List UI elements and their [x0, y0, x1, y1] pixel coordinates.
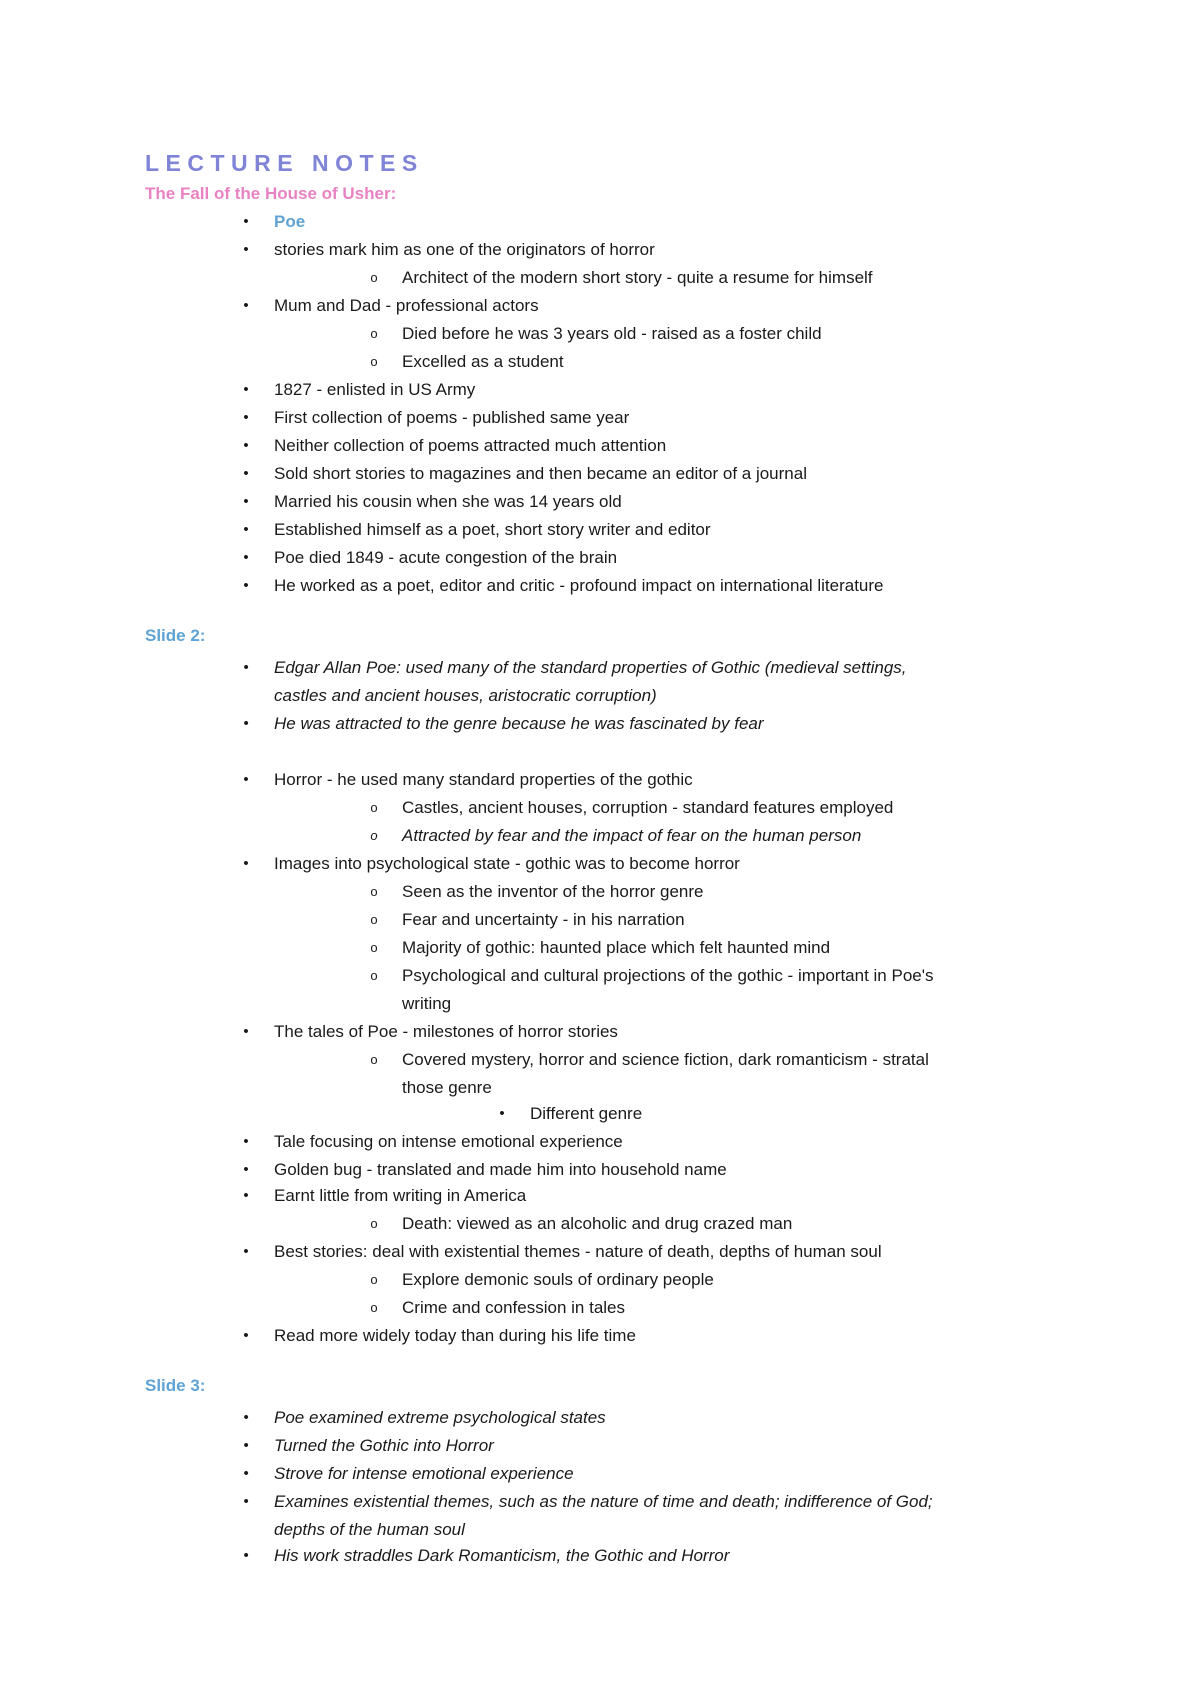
bullet-disc-icon: •	[243, 521, 249, 538]
bullet-disc-icon: •	[243, 1437, 249, 1454]
list-item: • Edgar Allan Poe: used many of the standard properties of Gothic (medieval settings,	[274, 654, 907, 681]
bullet-disc-icon: •	[243, 1493, 249, 1510]
bullet-disc-icon: •	[243, 241, 249, 258]
list-item: • Earnt little from writing in America	[274, 1182, 526, 1209]
bullet-circle-icon: o	[370, 354, 378, 369]
bullet-circle-icon: o	[370, 940, 378, 955]
bullet-disc-icon: •	[243, 771, 249, 788]
bullet-disc-icon: •	[243, 409, 249, 426]
list-item: • First collection of poems - published same year	[274, 404, 629, 431]
bullet-disc-icon: •	[243, 1161, 249, 1178]
bullet-disc-icon: •	[243, 855, 249, 872]
page-subtitle: The Fall of the House of Usher:	[145, 184, 397, 203]
bullet-disc-icon: •	[243, 1243, 249, 1260]
bullet-circle-icon: o	[370, 828, 378, 843]
page-title: LECTURE NOTES	[145, 150, 424, 176]
list-item: • Poe examined extreme psychological states	[274, 1404, 606, 1431]
list-item: o Majority of gothic: haunted place which felt haunted mind	[402, 934, 830, 961]
bullet-disc-icon: •	[243, 1187, 249, 1204]
list-item: • stories mark him as one of the originators of horror	[274, 236, 655, 263]
list-item: o Explore demonic souls of ordinary people	[402, 1266, 714, 1293]
bullet-disc-icon: •	[243, 659, 249, 676]
bullet-disc-icon: •	[243, 1465, 249, 1482]
bullet-circle-icon: o	[370, 912, 378, 927]
bullet-disc-icon: •	[243, 1327, 249, 1344]
bullet-disc-icon: •	[243, 437, 249, 454]
bullet-circle-icon: o	[370, 1272, 378, 1287]
list-item-continuation: depths of the human soul	[274, 1520, 465, 1539]
list-item: • Poe	[274, 208, 305, 235]
bullet-disc-icon: •	[243, 493, 249, 510]
bullet-disc-icon: •	[243, 549, 249, 566]
list-item: • He was attracted to the genre because he was fascinated by fear	[274, 710, 764, 737]
list-item-continuation: writing	[402, 994, 452, 1013]
bullet-circle-icon: o	[370, 270, 378, 285]
list-item: o Death: viewed as an alcoholic and drug crazed man	[402, 1210, 792, 1237]
bullet-disc-icon: •	[243, 465, 249, 482]
bullet-circle-icon: o	[370, 1052, 378, 1067]
list-item: o Covered mystery, horror and science fiction, dark romanticism - stratal	[402, 1046, 929, 1073]
bullet-circle-icon: o	[370, 1216, 378, 1231]
list-item: • Neither collection of poems attracted much attention	[274, 432, 666, 459]
list-item: o Seen as the inventor of the horror genre	[402, 878, 703, 905]
list-item: • Horror - he used many standard properties of the gothic	[274, 766, 693, 793]
list-item: • 1827 - enlisted in US Army	[274, 376, 475, 403]
list-item: • Turned the Gothic into Horror	[274, 1432, 494, 1459]
list-item: • Established himself as a poet, short story writer and editor	[274, 516, 711, 543]
bullet-circle-icon: o	[370, 326, 378, 341]
list-item: • His work straddles Dark Romanticism, the Gothic and Horror	[274, 1542, 729, 1569]
list-item: • The tales of Poe - milestones of horror stories	[274, 1018, 618, 1045]
list-item: • Read more widely today than during his life time	[274, 1322, 636, 1349]
list-item: • Golden bug - translated and made him into household name	[274, 1156, 727, 1183]
list-item: • Best stories: deal with existential themes - nature of death, depths of human soul	[274, 1238, 882, 1265]
bullet-disc-icon: •	[243, 715, 249, 732]
bullet-circle-icon: o	[370, 800, 378, 815]
list-item: • Examines existential themes, such as the nature of time and death; indifference of God;	[274, 1488, 933, 1515]
bullet-disc-icon: •	[243, 1023, 249, 1040]
bullet-circle-icon: o	[370, 968, 378, 983]
bullet-disc-icon: •	[243, 213, 249, 230]
list-item: o Attracted by fear and the impact of fear on the human person	[402, 822, 861, 849]
list-item: o Crime and confession in tales	[402, 1294, 625, 1321]
list-item: o Castles, ancient houses, corruption - standard features employed	[402, 794, 893, 821]
list-item: • Different genre	[530, 1100, 642, 1127]
list-item: • He worked as a poet, editor and critic - profound impact on international literature	[274, 572, 884, 599]
list-item: • Married his cousin when she was 14 years old	[274, 488, 622, 515]
list-item: • Mum and Dad - professional actors	[274, 292, 539, 319]
section-heading-slide-3: Slide 3:	[145, 1376, 206, 1395]
list-item: o Excelled as a student	[402, 348, 564, 375]
list-item-continuation: castles and ancient houses, aristocratic corruption)	[274, 686, 657, 705]
bullet-disc-icon: •	[243, 297, 249, 314]
section-heading-slide-2: Slide 2:	[145, 626, 206, 645]
bullet-disc-icon: •	[243, 1133, 249, 1150]
list-item: o Architect of the modern short story - quite a resume for himself	[402, 264, 873, 291]
list-item: • Tale focusing on intense emotional experience	[274, 1128, 623, 1155]
bullet-disc-icon: •	[243, 381, 249, 398]
list-item: o Psychological and cultural projections of the gothic - important in Poe's	[402, 962, 933, 989]
list-item: o Died before he was 3 years old - raised as a foster child	[402, 320, 822, 347]
bullet-disc-icon: •	[243, 1409, 249, 1426]
list-item: • Images into psychological state - gothic was to become horror	[274, 850, 740, 877]
list-item: • Poe died 1849 - acute congestion of the brain	[274, 544, 617, 571]
list-item: • Sold short stories to magazines and then became an editor of a journal	[274, 460, 807, 487]
bullet-disc-icon: •	[243, 1547, 249, 1564]
list-item: • Strove for intense emotional experience	[274, 1460, 574, 1487]
list-item-continuation: those genre	[402, 1078, 492, 1097]
bullet-disc-icon: •	[243, 577, 249, 594]
bullet-circle-icon: o	[370, 1300, 378, 1315]
list-item: o Fear and uncertainty - in his narration	[402, 906, 685, 933]
bullet-circle-icon: o	[370, 884, 378, 899]
bullet-disc-icon: •	[499, 1105, 505, 1122]
